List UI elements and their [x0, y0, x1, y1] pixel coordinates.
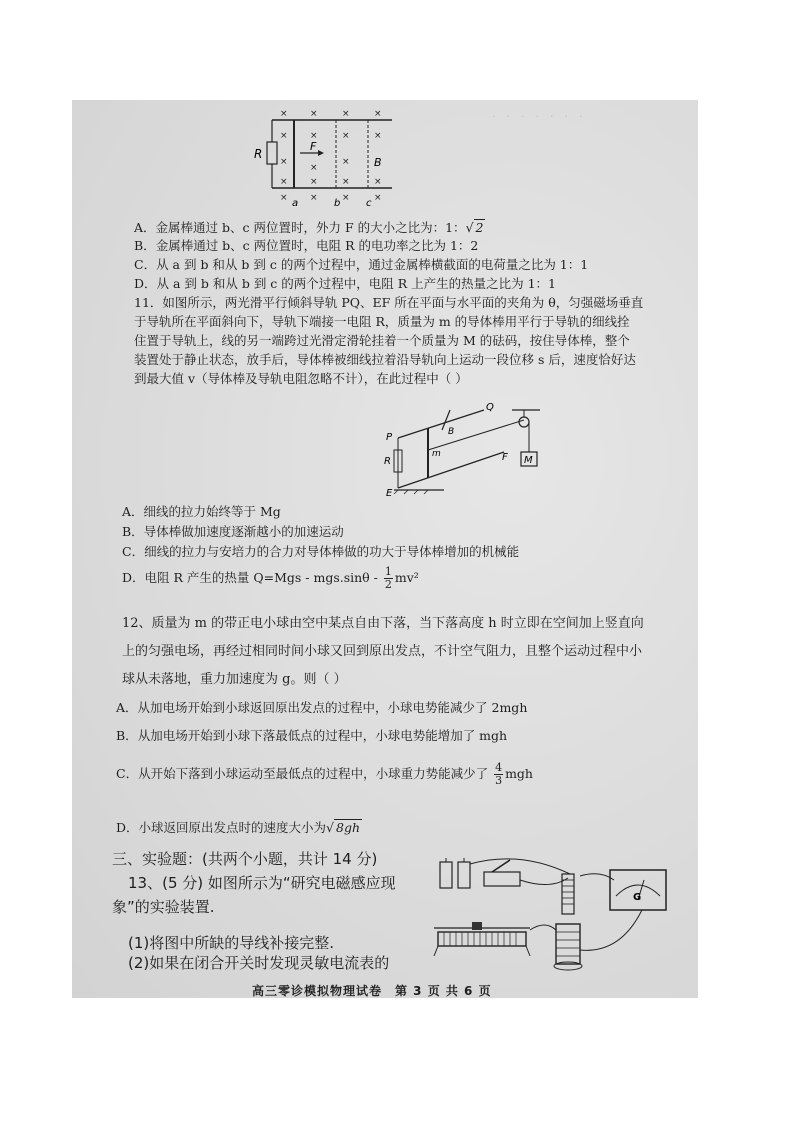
- q11-option-b: B．导体棒做加速度逐渐越小的加速运动: [122, 524, 344, 539]
- q11-line-1: 11．如图所示，两光滑平行倾斜导轨 PQ、EF 所在平面与水平面的夹角为 θ，匀强磁场垂直: [134, 295, 644, 310]
- q11-option-c: C．细线的拉力与安培力的合力对导体棒做的功大于导体棒增加的机械能: [122, 544, 520, 559]
- q11-label-M: M: [524, 455, 533, 466]
- svg-text:×: ×: [280, 177, 288, 187]
- q13-line-2: 象”的实验装置.: [112, 898, 215, 916]
- q10-option-c: C．从 a 到 b 和从 b 到 c 的两个过程中，通过金属棒横截面的电荷量之比为 1：1: [134, 257, 589, 272]
- q11-option-a: A．细线的拉力始终等于 Mg: [122, 504, 281, 519]
- svg-text:×: ×: [342, 131, 350, 141]
- q12-option-a: A．从加电场开始到小球返回原出发点的过程中，小球电势能减少了 2mgh: [116, 700, 528, 715]
- svg-text:×: ×: [310, 109, 318, 119]
- q11-label-R: R: [384, 456, 391, 467]
- q10-label-F: F: [310, 140, 317, 153]
- q11-line-4: 装置处于静止状态，放手后，导体棒被细线拉着沿导轨向上运动一段位移 s 后，速度恰好达: [134, 352, 636, 367]
- exam-page: [72, 100, 698, 998]
- q10-circuit-figure: [252, 108, 402, 208]
- q10-option-b: B．金属棒通过 b、c 两位置时，电阻 R 的电功率之比为 1：2: [134, 238, 479, 253]
- q12-line-2: 上的匀强电场，再经过相同时间小球又回到原出发点，不计空气阻力，且整个运动过程中小: [122, 644, 643, 659]
- svg-text:×: ×: [280, 109, 288, 119]
- q10-option-d: D．从 a 到 b 和从 b 到 c 的两个过程中，电阻 R 上产生的热量之比为 1：1: [134, 276, 557, 291]
- svg-text:×: ×: [310, 131, 318, 141]
- page-footer: 高三零诊模拟物理试卷 第 3 页 共 6 页: [252, 984, 492, 998]
- q11-label-E: E: [386, 488, 393, 499]
- q13-item-1: (1)将图中所缺的导线补接完整.: [128, 934, 335, 952]
- q12-line-1: 12、质量为 m 的带正电小球由空中某点自由下落，当下落高度 h 时立即在空间加上竖直向: [122, 616, 644, 631]
- q11-label-m: m: [432, 449, 441, 459]
- svg-text:×: ×: [374, 193, 382, 203]
- svg-text:×: ×: [310, 163, 318, 173]
- q11-line-2: 于导轨所在平面斜向下，导轨下端接一电阻 R，质量为 m 的导体棒用平行于导轨的细线拴: [134, 314, 630, 329]
- q12-c-fraction: $\frac{4}{3}$: [495, 761, 503, 787]
- q11-line-5: 到最大值 v（导体棒及导轨电阻忽略不计），在此过程中（ ）: [134, 371, 468, 386]
- q11-label-F: F: [502, 452, 508, 463]
- svg-text:×: ×: [310, 177, 318, 187]
- svg-text:×: ×: [374, 109, 382, 119]
- svg-text:×: ×: [342, 177, 350, 187]
- svg-text:×: ×: [280, 157, 288, 167]
- svg-text:×: ×: [280, 193, 288, 203]
- q10-label-R: R: [254, 147, 263, 161]
- svg-text:×: ×: [280, 131, 288, 141]
- q13-label-G: G: [633, 892, 642, 903]
- q11-label-Q: Q: [486, 402, 494, 413]
- svg-text:×: ×: [342, 109, 350, 119]
- q11-d-fraction: $\frac{1}{2}$: [384, 565, 392, 591]
- q10-label-b: b: [334, 198, 341, 208]
- q13-line-1: 13、(5 分) 如图所示为“研究电磁感应现: [128, 874, 396, 892]
- q12-option-d: D．小球返回原出发点时的速度大小为√ 8gh: [116, 820, 361, 835]
- q13-item-2: (2)如果在闭合开关时发现灵敏电流表的: [128, 954, 390, 972]
- svg-text:×: ×: [310, 193, 318, 203]
- q12-option-c: C．从开始下落到小球运动至最低点的过程中，小球重力势能减少了 $\frac{4}{3}$ mgh: [116, 761, 533, 787]
- q10-label-B: B: [374, 156, 382, 169]
- svg-text:×: ×: [374, 131, 382, 141]
- q10-label-a: a: [292, 198, 299, 208]
- q13-apparatus-figure: [430, 850, 676, 980]
- q11-line-3: 住置于导轨上，线的另一端跨过光滑定滑轮挂着一个质量为 M 的砝码，按住导体棒，整个: [134, 333, 630, 348]
- q12-line-3: 球从未落地，重力加速度为 g。则（ ）: [122, 672, 347, 687]
- q10-label-c: c: [366, 198, 372, 208]
- section-3-heading: 三、实验题：(共两个小题，共计 14 分): [112, 850, 378, 868]
- svg-text:×: ×: [342, 193, 350, 203]
- q11-label-B: B: [448, 427, 455, 437]
- q11-option-d: D．电阻 R 产生的热量 Q=Mgs - mgs.sinθ - $\frac{1}{2}$ mv²: [122, 565, 419, 591]
- q11-label-P: P: [386, 432, 393, 443]
- bleed-through-text: · · · · · · ·: [492, 110, 583, 123]
- q10-option-a: A．金属棒通过 b、c 两位置时，外力 F 的大小之比为：1：√ 2: [134, 220, 484, 235]
- svg-text:×: ×: [342, 157, 350, 167]
- svg-text:×: ×: [374, 177, 382, 187]
- q11-incline-figure: [384, 400, 564, 500]
- q12-option-b: B．从加电场开始到小球下落最低点的过程中，小球电势能增加了 mgh: [116, 728, 508, 743]
